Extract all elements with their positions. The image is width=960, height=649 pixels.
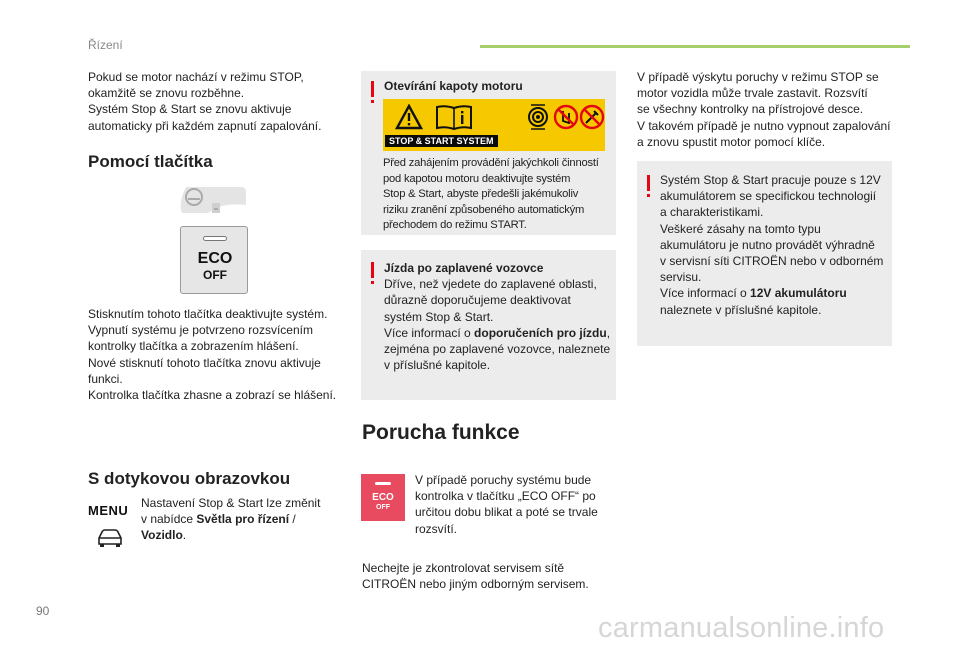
no-tool-icon — [579, 103, 605, 131]
text-line: Kontrolka tlačítka zhasne a zobrazí se hlášení. — [88, 388, 337, 403]
service-text — [362, 560, 612, 592]
text-line: kontrolky tlačítka a zobrazením hlášení. — [88, 339, 299, 354]
text-line: důrazně doporučujeme deaktivovat — [384, 293, 571, 308]
flood-title: Jízda po zaplavené vozovce — [384, 261, 544, 275]
warning-mark-icon — [371, 262, 374, 278]
text-line: Před zahájením provádění jakýchkoli činností — [383, 157, 599, 169]
bonnet-warning-box — [361, 71, 616, 235]
badge-eco-label: ECO — [372, 492, 394, 503]
car-icon — [96, 528, 124, 553]
text-line: V případě výskytu poruchy v režimu STOP se — [637, 70, 879, 84]
warning-triangle-icon — [395, 104, 423, 130]
warning-mark-icon — [371, 81, 374, 97]
text-line: Více informací o 12V akumulátoru — [660, 286, 847, 301]
text-line: Veškeré zásahy na tomto typu — [660, 221, 821, 236]
text-line: pod kapotou motoru deaktivujte systém — [383, 172, 571, 185]
touchscreen-heading: S dotykovou obrazovkou — [88, 469, 291, 488]
text-line: Stisknutím tohoto tlačítka deaktivujte systém. — [88, 307, 328, 321]
text-line: Nastavení Stop & Start lze změnit — [141, 496, 321, 510]
text-line: Dříve, než vjedete do zaplavené oblasti, — [384, 277, 597, 292]
intro-line: automaticky při každém zapnutí zapalování. — [88, 118, 322, 133]
text-line: kontrolka v tlačítku „ECO OFF“ po — [415, 489, 596, 504]
battery-warning-box — [637, 161, 892, 346]
flood-text — [384, 260, 612, 373]
text-line: riziku zranění způsobeného automatickým — [383, 203, 585, 216]
text-line: Systém Stop & Start pracuje pouze s 12V — [660, 173, 881, 187]
button-description — [88, 306, 350, 403]
text-line: v příslušné kapitole. — [384, 358, 491, 373]
text-line: systém Stop & Start. — [384, 309, 494, 324]
text-line: Vypnutí systému je potvrzeno rozsvícením — [88, 323, 313, 338]
text-line: Vozidlo. — [141, 528, 187, 543]
text-line: akumulátorem se specifickou technologií — [660, 189, 877, 204]
no-hand-icon — [553, 103, 579, 131]
menu-path-lighting: Světla pro řízení — [196, 512, 290, 527]
text-line: Nové stisknutí tohoto tlačítka znovu aktivuje — [88, 355, 321, 370]
eco-off-button-panel[interactable] — [180, 226, 248, 294]
flood-warning-box — [361, 250, 616, 400]
eco-off-fault-badge — [361, 474, 405, 521]
text-line: se všechny kontrolky na přístrojové desce. — [637, 102, 864, 117]
battery-ref: 12V akumulátoru — [750, 286, 847, 301]
text-line: servisu. — [660, 270, 702, 285]
page-number: 90 — [36, 604, 50, 618]
warning-mark-icon — [647, 175, 650, 191]
badge-indicator-led — [375, 482, 391, 485]
bonnet-text — [383, 156, 613, 234]
right-fault-text — [637, 69, 903, 150]
text-line: zejména po zaplavené vozovce, naleznete — [384, 342, 611, 357]
bonnet-title: Otevírání kapoty motoru — [384, 79, 523, 93]
intro-line: okamžitě se znovu rozběhne. — [88, 86, 245, 101]
badge-off-label: OFF — [376, 504, 390, 511]
text-line: Nechejte je zkontrolovat servisem sítě — [362, 561, 565, 575]
text-line: Více informací o doporučeních pro jízdu, — [384, 325, 611, 340]
manual-book-icon — [435, 104, 473, 130]
intro-line: Systém Stop & Start se znovu aktivuje — [88, 102, 292, 117]
intro-paragraph — [88, 69, 348, 134]
text-line: CITROËN nebo jiným odborným servisem. — [362, 577, 589, 592]
menu-path-vehicle: Vozidlo — [141, 528, 183, 543]
header-accent-bar — [480, 45, 910, 48]
text-line: v servisní síti CITROËN nebo v odborném — [660, 254, 884, 269]
running-header: Řízení — [88, 38, 123, 52]
touchscreen-text — [141, 495, 341, 544]
text-line: motor vozidla může trvale zastavit. Rozsvítí — [637, 86, 868, 101]
text-line: Stop & Start, abyste předešli jakémukoliv — [383, 188, 579, 201]
fault-heading: Porucha funkce — [362, 421, 520, 444]
eco-label: ECO — [197, 250, 233, 267]
text-line: přechodem do režimu START. — [383, 219, 527, 232]
menu-label: MENU — [88, 503, 129, 518]
text-line: akumulátoru je nutno provádět výhradně — [660, 237, 875, 252]
stop-start-sticker — [383, 99, 605, 151]
text-line: funkci. — [88, 371, 123, 386]
text-line: V případě poruchy systému bude — [415, 473, 592, 487]
sticker-label: STOP & START SYSTEM — [385, 135, 498, 147]
text-line: rozsvítí. — [415, 521, 458, 536]
fan-belt-icon — [527, 102, 549, 132]
text-line: a charakteristikami. — [660, 205, 764, 220]
intro-line: Pokud se motor nachází v režimu STOP, — [88, 70, 304, 84]
battery-text — [660, 172, 888, 318]
text-line: V takovém případě je nutno vypnout zapalování — [637, 118, 891, 133]
dashboard-illustration — [178, 183, 248, 219]
text-line: naleznete v příslušné kapitole. — [660, 302, 822, 317]
text-line: určitou dobu blikat a poté se trvale — [415, 505, 598, 520]
driving-advice-ref: doporučeních pro jízdu — [474, 325, 607, 340]
off-label: OFF — [203, 268, 227, 282]
text-line: v nabídce Světla pro řízení / — [141, 512, 296, 527]
fault-text — [415, 472, 615, 537]
button-indicator-led — [203, 236, 227, 241]
button-heading: Pomocí tlačítka — [88, 152, 213, 171]
text-line: a znovu spustit motor pomocí klíče. — [637, 134, 826, 149]
steering-wheel-icon — [178, 183, 248, 219]
watermark: carmanualsonline.info — [598, 612, 885, 644]
